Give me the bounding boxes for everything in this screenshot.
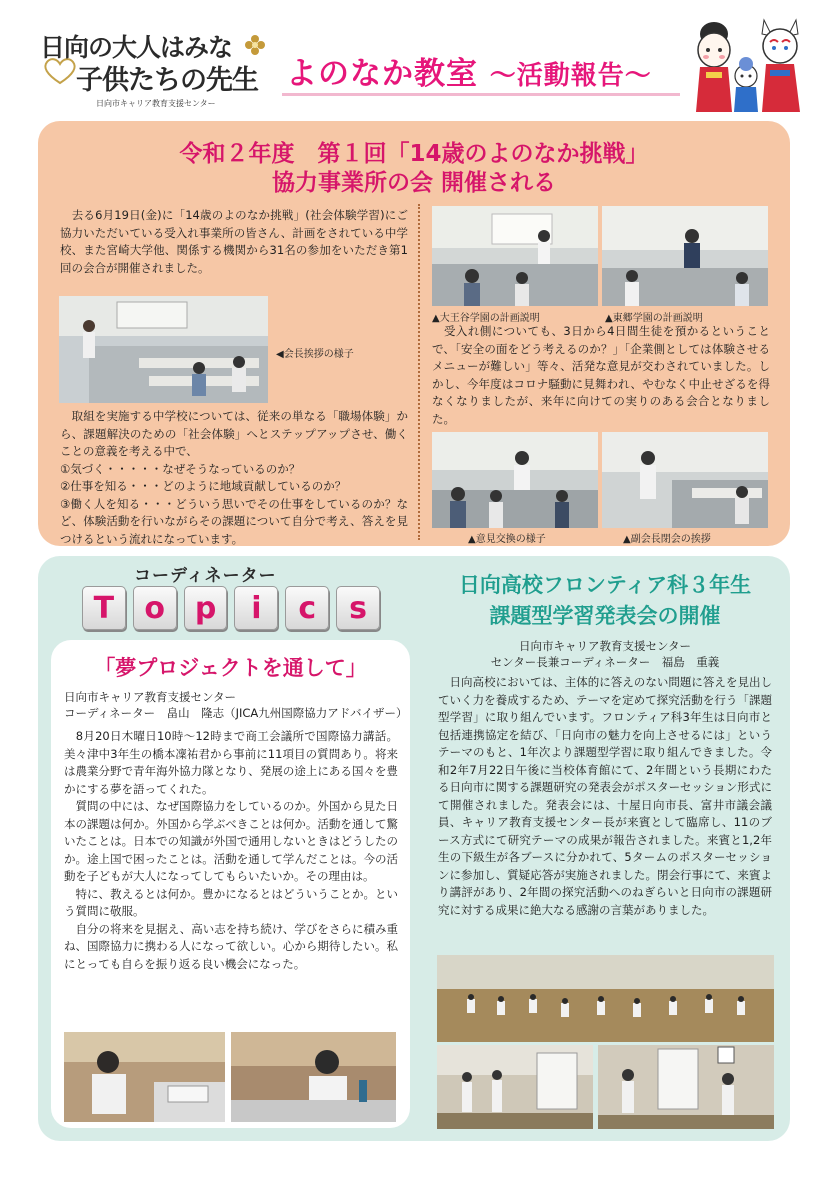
- lecture-photo: [64, 1032, 225, 1122]
- logo-line-1: 日向の大人はみな: [40, 33, 233, 62]
- topics-key: i: [234, 586, 278, 630]
- topics-key: o: [133, 586, 177, 630]
- meeting-body-text: 取組を実施する中学校については、従来の単なる「職場体験」から、課題解決のための「社会体験」へとステップアップさせ、働くことの意義を考える中で、 ①気づく・・・・・なぜそうなっているのか？ ②仕事を知る・・・どのように地域貢献しているのか？ ③働く人を知る・・・どういう思いでその仕事をしているのか？など、体験活動を行いながらその課題について自分で考え、答えを見つけるという流れになっています。: [60, 409, 408, 546]
- dream-project-body: 8月20日木曜日10時～12時まで商工会議所で国際協力講話。美々津中3年生の橋本凜祐君から事前に11項目の質問あり。将来は農業分野で青年海外協力隊となり、発展の途上にある国々を豊かにする夢を語ってくれた。 質問の中には、なぜ国際協力をしているのか。外国から見た日本の課題は何か。外国から学ぶべきことは何か。活動を通して驚いたことは。日本での知識が外国で通用しないときはどうしたのか。途上国で困ったことは。活動を通して学んだことは。今の活動を子どもが大人になってしてもらいたいか。その理由は。 特に、教えるとは何か。豊かになるとはどういうことか。という質問に敬服。 自分の将来を見据え、高い志を持ち続け、学びをさらに積み重ね、国際協力に携わる人になって欲しい。心から期待したい。私にとっても自らを振り返る良い機会になった。: [64, 729, 398, 971]
- logo-line-2: 子供たちの先生: [76, 65, 258, 96]
- poster-session-photo-1: [437, 1045, 593, 1129]
- caption-togo: ▲東郷学園の計画説明: [605, 313, 703, 324]
- caption-chair-greeting: ◀会長挨拶の様子: [276, 349, 354, 360]
- title-underline: [282, 93, 680, 96]
- dream-project-author: コーディネーター 畠山 隆志（JICA九州国際協力アドバイザー）: [64, 706, 408, 720]
- frontier-body: 日向高校においては、主体的に答えのない問題に答えを見出していく力を養成するため、テーマを定めて探究活動を行う「課題型学習」に取り組んでいます。フロンティア科3年生は日向市と包括連携協定を結び、「日向市の魅力を向上させるには」というテーマのもと、1年次より課題型学習に取り組んできました。令和2年7月22日午後に当校体育館にて、2年間という長期にわたる日向市に関する課題研究の発表会がポスターセッション形式にて開催されました。発表会には、十屋日向市長、富井市議会議員、キャリア教育支援センター長が来賓として臨席し、11のブース方式にて研究テーマの成果が報告されました。来賓と1,2年生の下級生が各ブースに分かれて、5タームのポスターセッションに参加し、質疑応答が実施されました。閉会行事にて、来賓より講評があり、2年間の探究活動へのねぎらいと日向市の課題研究に対する成果に絶大なる感謝の言葉がありました。: [438, 675, 772, 917]
- title-main: よのなか教室: [286, 56, 478, 92]
- topics-key: s: [336, 586, 380, 630]
- meeting-report-title: 令和２年度 第１回「14歳のよのなか挑戦」 協力事業所の会 開催される: [179, 141, 649, 196]
- flower-icon: [244, 34, 266, 56]
- frontier-author: 日向市キャリア教育支援センター センター長兼コーディネーター 福島 重義: [490, 639, 720, 669]
- frontier-title: 日向高校フロンティア科３年生 課題型学習発表会の開催: [458, 573, 752, 628]
- topics-key: c: [285, 586, 329, 630]
- mascot-illustration: [684, 12, 804, 120]
- page-title: [286, 48, 652, 93]
- topics-key: p: [184, 586, 228, 630]
- meeting-right-text: 受入れ側についても、3日から4日間生徒を預かるということで、「安全の面をどう考えるのか？」「企業側としては体験させるメニューが難しい」等々、活発な意見が交わされていました。しかし、今年度はコロナ騒動に見舞われ、やむなく中止せざるを得なくなりましたが、来年に向けての実りのある会合となりました。: [432, 324, 770, 426]
- caption-vice-chair: ▲副会長閉会の挨拶: [623, 534, 711, 545]
- chair-greeting-photo: [59, 296, 268, 403]
- daio-plan-photo: [432, 206, 598, 306]
- meeting-intro-text: 去る6月19日(金)に「14歳のよのなか挑戦」(社会体験学習)にご協力いただいている受入れ事業所の皆さん、計画をされている中学校、また宮崎大学他、関係する機関から31名の参加をいただき第1回の会合が開催されました。: [60, 208, 408, 275]
- caption-opinion: ▲意見交換の様子: [468, 534, 546, 545]
- gymnasium-photo: [437, 955, 774, 1042]
- poster-session-photo-2: [598, 1045, 774, 1129]
- topics-key: T: [82, 586, 126, 630]
- logo-subtitle: 日向市キャリア教育支援センター: [96, 99, 216, 108]
- vice-chair-closing-photo: [602, 432, 768, 528]
- togo-plan-photo: [602, 206, 768, 306]
- dream-project-org: 日向市キャリア教育支援センター: [64, 690, 237, 704]
- column-divider: [418, 204, 420, 540]
- student-photo: [231, 1032, 396, 1122]
- caption-daio: ▲大王谷学園の計画説明: [432, 313, 540, 324]
- dream-project-title: 「夢プロジェクトを通して」: [94, 656, 367, 680]
- opinion-exchange-photo: [432, 432, 598, 528]
- coordinator-label: コーディネーター: [134, 566, 277, 586]
- title-sub: ～活動報告～: [489, 61, 652, 91]
- topics-keys: [82, 586, 380, 630]
